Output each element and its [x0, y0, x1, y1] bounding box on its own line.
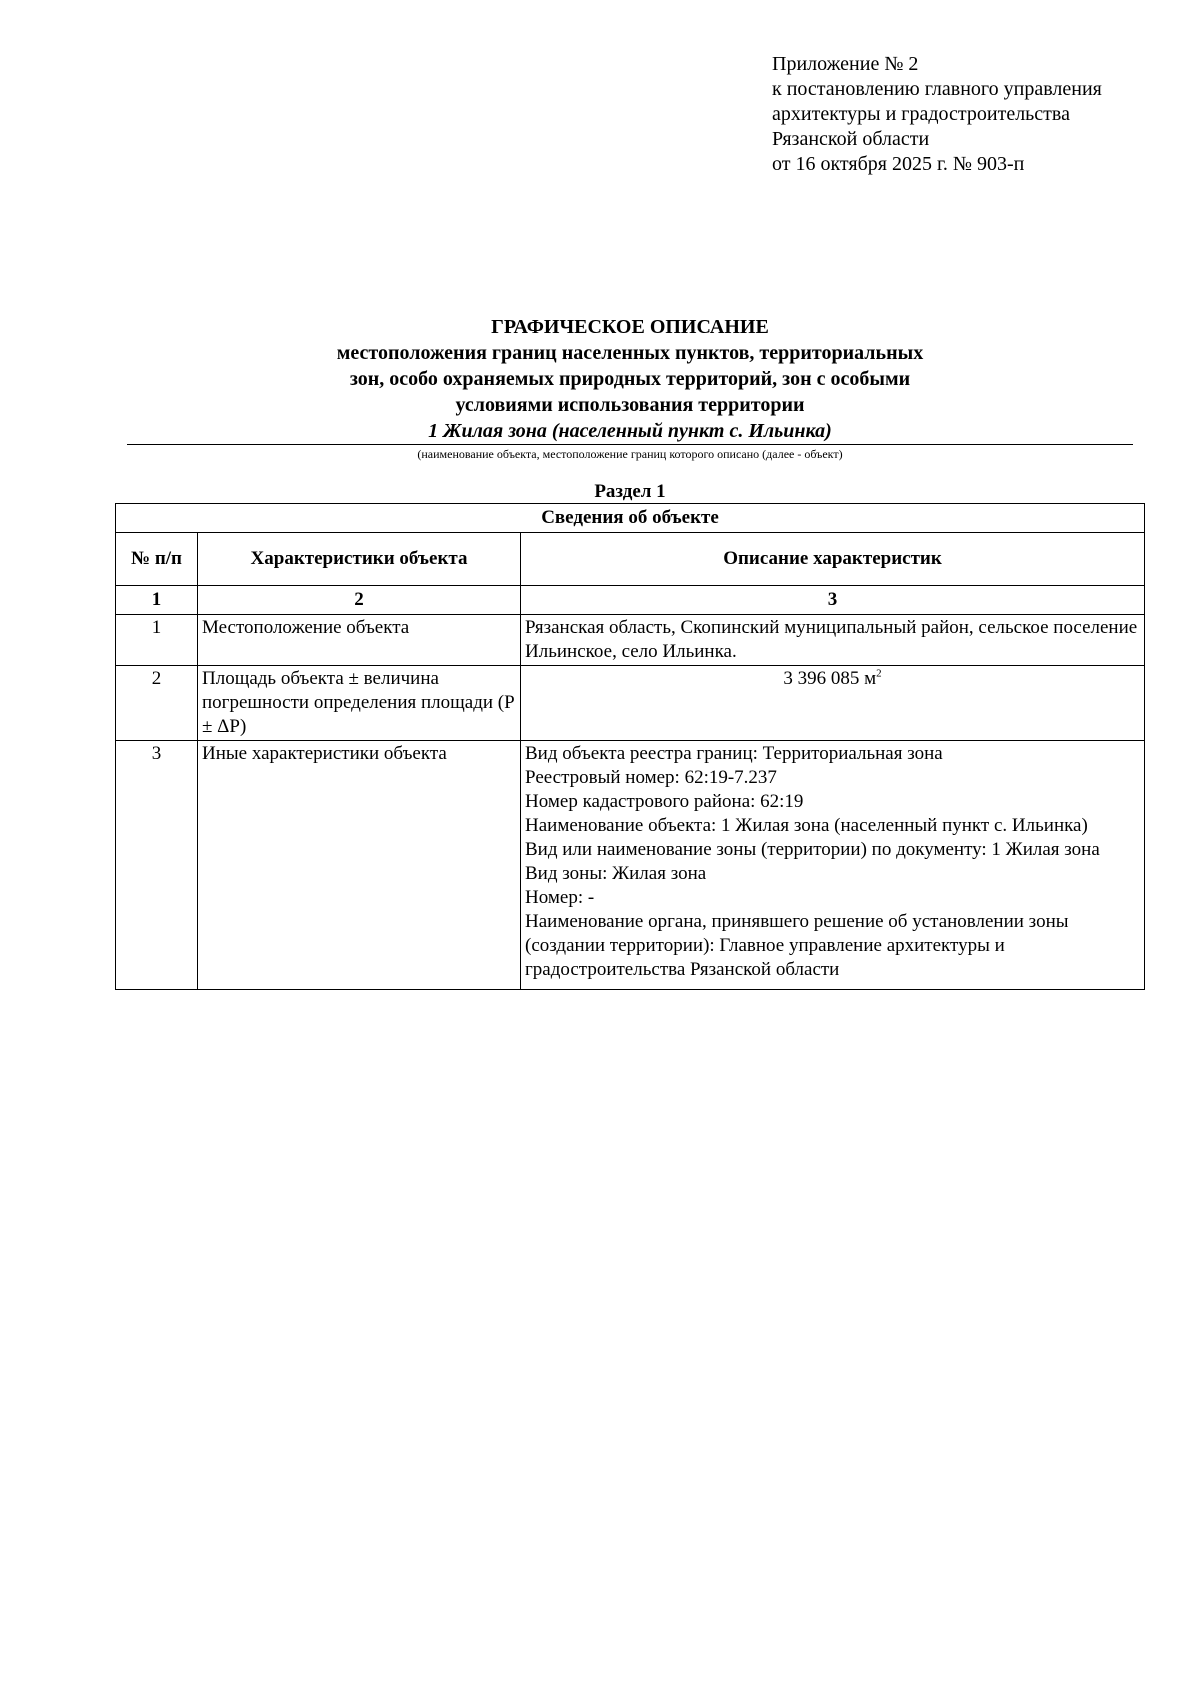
row-num: 3 [116, 741, 198, 990]
appendix-line: архитектуры и градостроительства [772, 103, 1070, 125]
row-characteristic: Иные характеристики объекта [198, 741, 521, 990]
title-sub-line: местоположения границ населенных пунктов, территориальных [336, 342, 924, 364]
table-title: Сведения об объекте [116, 504, 1145, 533]
object-caption: (наименование объекта, местоположение границ которого описано (далее - объект) [417, 447, 843, 461]
column-number: 1 [116, 586, 198, 615]
header-characteristic: Характеристики объекта [198, 533, 521, 586]
row-description [521, 666, 1145, 741]
document-title [127, 314, 1133, 444]
title-sub-line: условиями использования территории [455, 394, 805, 416]
row-num: 1 [116, 615, 198, 666]
table-row [116, 666, 1145, 741]
appendix-line: от 16 октября 2025 г. № 903-п [772, 153, 1025, 175]
title-sub-line: зон, особо охраняемых природных территорий, зон с особыми [349, 368, 911, 390]
description-line: Номер кадастрового района: 62:19 [525, 791, 804, 812]
appendix-header [772, 52, 1172, 177]
row-description [521, 741, 1145, 990]
table-row [116, 615, 1145, 666]
column-number: 3 [521, 586, 1145, 615]
description-line: Наименование органа, принявшего решение об установлении зоны (создании территории): Главное управление архитектуры и градостроительства Рязанской области [525, 911, 1069, 980]
description-line: Номер: - [525, 887, 595, 908]
description-line: Наименование объекта: 1 Жилая зона (населенный пункт с. Ильинка) [525, 815, 1088, 836]
object-name: 1 Жилая зона (населенный пункт с. Ильинка) [428, 420, 832, 442]
appendix-line: Приложение № 2 [772, 53, 919, 75]
title-underline [127, 444, 1133, 445]
row-characteristic: Местоположение объекта [198, 615, 521, 666]
appendix-line: к постановлению главного управления [772, 78, 1102, 100]
description-line: Реестровый номер: 62:19-7.237 [525, 767, 777, 788]
object-info-table [115, 503, 1145, 990]
row-description: Рязанская область, Скопинский муниципальный район, сельское поселение Ильинское, село Ильинка. [521, 615, 1145, 666]
title-main: ГРАФИЧЕСКОЕ ОПИСАНИЕ [491, 316, 769, 338]
row-characteristic: Площадь объекта ± величина погрешности определения площади (P ± ΔP) [198, 666, 521, 741]
appendix-line: Рязанской области [772, 128, 930, 150]
area-unit-exponent: 2 [876, 667, 882, 680]
table-row [116, 741, 1145, 990]
description-line: Вид зоны: Жилая зона [525, 863, 707, 884]
description-line: Вид объекта реестра границ: Территориальная зона [525, 743, 943, 764]
area-value: 3 396 085 м [783, 668, 877, 689]
row-num: 2 [116, 666, 198, 741]
description-line: Вид или наименование зоны (территории) по документу: 1 Жилая зона [525, 839, 1100, 860]
header-description: Описание характеристик [521, 533, 1145, 586]
header-num: № п/п [116, 533, 198, 586]
section-title: Раздел 1 [594, 481, 666, 502]
column-number: 2 [198, 586, 521, 615]
